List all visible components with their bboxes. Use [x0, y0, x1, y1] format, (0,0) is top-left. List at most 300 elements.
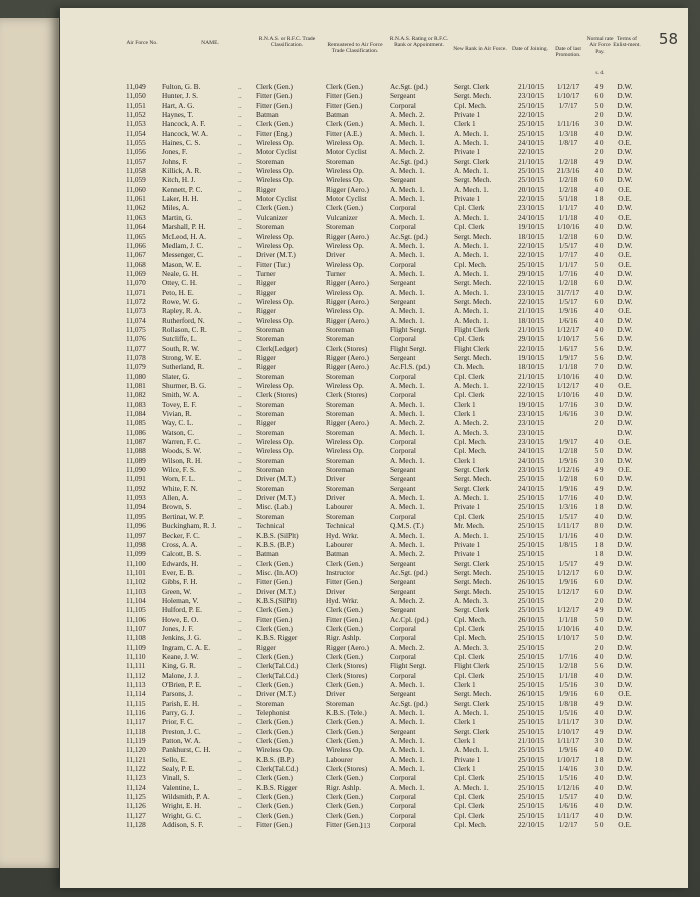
cell-terms: D.W.	[617, 91, 633, 101]
cell-name: Haynes, T.	[162, 110, 194, 120]
leader-dots: ..	[238, 296, 242, 306]
cell-new-rank: Clerk 1	[454, 764, 476, 774]
cell-pay: 4 9	[594, 726, 604, 736]
cell-pay: 5 0	[594, 820, 604, 830]
cell-rnas-trade: Storeman	[256, 334, 284, 344]
cell-date-promotion: 1/2/18	[558, 474, 578, 484]
cell-date-promotion: 1/10/17	[556, 754, 580, 764]
cell-terms: O.E.	[618, 138, 632, 148]
cell-remustered: Rigger (Aero.)	[326, 315, 369, 325]
cell-pay: 4 0	[594, 511, 604, 521]
cell-rnas-trade: Motor Cyclist	[256, 147, 297, 157]
cell-date-joining: 22/10/15	[518, 390, 544, 400]
cell-date-promotion: 1/2/18	[558, 231, 578, 241]
cell-air-force-no: 11,101	[126, 567, 146, 577]
cell-date-joining: 25/10/15	[518, 502, 544, 512]
cell-name: McLeod, H. A.	[162, 231, 206, 241]
cell-pay: 4 0	[594, 128, 604, 138]
cell-remustered: Clerk (Stores)	[326, 390, 368, 400]
cell-name: Laker, H. H.	[162, 194, 199, 204]
cell-pay: 5 0	[594, 259, 604, 269]
cell-rnas-trade: Clerk (Gen.)	[256, 605, 293, 615]
cell-air-force-no: 11,079	[126, 362, 146, 372]
cell-date-promotion: 1/11/17	[556, 810, 580, 820]
cell-rnas-trade: Clerk (Gen.)	[256, 203, 293, 213]
cell-new-rank: A. Mech. 1.	[454, 315, 489, 325]
cell-remustered: Storeman	[326, 156, 354, 166]
cell-new-rank: Cpl. Mech.	[454, 437, 487, 447]
cell-pay: 4 0	[594, 651, 604, 661]
cell-date-joining: 25/10/15	[518, 166, 544, 176]
table-row	[60, 680, 688, 689]
table-row	[60, 138, 688, 147]
cell-air-force-no: 11,053	[126, 119, 146, 129]
cell-pay: 2 0	[594, 642, 604, 652]
table-row	[60, 288, 688, 297]
cell-date-promotion: 1/9/16	[558, 689, 578, 699]
cell-rating: A. Mech. 1.	[390, 212, 425, 222]
cell-remustered: Motor Cyclist	[326, 194, 367, 204]
cell-terms: O.E.	[618, 184, 632, 194]
cell-rnas-trade: Wireless Op.	[256, 381, 294, 390]
leader-dots: ..	[238, 390, 242, 400]
cell-name: Malone, J. J.	[162, 670, 200, 680]
cell-date-joining: 19/10/15	[518, 399, 544, 409]
cell-terms: D.W.	[617, 222, 633, 232]
cell-rnas-trade: Clerk (Gen.)	[256, 801, 293, 811]
cell-name: Sealy, P. E.	[162, 764, 195, 774]
cell-air-force-no: 11,054	[126, 128, 146, 138]
leader-dots: ..	[238, 483, 242, 493]
cell-remustered: Labourer	[326, 539, 353, 549]
table-row	[60, 203, 688, 212]
cell-date-promotion: 1/5/17	[558, 511, 578, 521]
cell-date-joining: 22/10/15	[518, 296, 544, 306]
cell-pay: 1 8	[594, 754, 604, 764]
cell-name: Hancock, W. A.	[162, 128, 209, 138]
cell-new-rank: A. Mech. 3.	[454, 595, 489, 605]
cell-new-rank: Flight Clerk	[454, 324, 490, 334]
cell-rnas-trade: Rigger	[256, 642, 276, 652]
cell-date-promotion: 1/10/16	[556, 390, 580, 400]
cell-remustered: Clerk (Gen.)	[326, 801, 363, 811]
leader-dots: ..	[238, 465, 242, 475]
cell-new-rank: Cpl. Clerk	[454, 390, 485, 400]
cell-pay: 5 0	[594, 100, 604, 110]
cell-date-joining: 23/10/15	[518, 427, 544, 437]
cell-date-promotion: 1/1/18	[558, 614, 578, 624]
cell-rating: Corporal	[390, 651, 416, 661]
cell-remustered: Clerk (Gen.)	[326, 773, 363, 783]
cell-rating: Corporal	[390, 511, 416, 521]
cell-pay: 6 0	[594, 296, 604, 306]
cell-remustered: Driver	[326, 474, 346, 484]
cell-remustered: Storeman	[326, 371, 354, 381]
cell-rating: A. Mech. 1.	[390, 455, 425, 465]
cell-date-joining: 25/10/15	[518, 567, 544, 577]
cell-remustered: Clerk (Gen.)	[326, 623, 363, 633]
cell-pay: 5 0	[594, 614, 604, 624]
cell-date-promotion: 1/10/17	[556, 334, 580, 344]
cell-date-joining: 22/10/15	[518, 194, 544, 204]
cell-pay: 4 0	[594, 670, 604, 680]
cell-rating: Corporal	[390, 810, 416, 820]
cell-remustered: Wireless Op.	[326, 287, 364, 297]
cell-date-joining: 26/10/15	[518, 614, 544, 624]
cell-remustered: Wireless Op.	[326, 437, 364, 447]
cell-rating: A. Mech. 1.	[390, 250, 425, 260]
table-row	[60, 699, 688, 708]
cell-terms: D.W.	[617, 110, 633, 120]
leader-dots: ..	[238, 287, 242, 297]
cell-rnas-trade: Misc. (Lab.)	[256, 502, 293, 512]
table-row	[60, 531, 688, 540]
cell-new-rank: Cpl. Clerk	[454, 334, 485, 344]
cell-date-promotion: 1/7/16	[558, 651, 578, 661]
cell-air-force-no: 11,104	[126, 595, 146, 605]
cell-pay: 1 8	[594, 502, 604, 512]
cell-terms: D.W.	[617, 278, 633, 288]
cell-air-force-no: 11,050	[126, 91, 146, 101]
cell-date-promotion: 1/3/18	[558, 128, 578, 138]
cell-date-joining: 23/10/15	[518, 409, 544, 419]
cell-date-joining: 22/10/15	[518, 343, 544, 353]
table-row	[60, 390, 688, 399]
cell-new-rank: A. Mech. 2.	[454, 418, 489, 428]
cell-remustered: Rigger (Aero.)	[326, 362, 369, 372]
cell-terms: D.W.	[617, 399, 633, 409]
table-row	[60, 213, 688, 222]
cell-air-force-no: 11,122	[126, 764, 146, 774]
cell-pay: 5 0	[594, 633, 604, 643]
cell-pay: 4 0	[594, 810, 604, 820]
cell-remustered: Rigger (Aero.)	[326, 278, 369, 288]
cell-remustered: Clerk (Stores)	[326, 661, 368, 671]
cell-remustered: Clerk (Stores)	[326, 343, 368, 353]
cell-date-promotion: 1/1/18	[558, 212, 578, 222]
cell-pay: 4 0	[594, 212, 604, 222]
cell-new-rank: Cpl. Mech.	[454, 259, 487, 269]
cell-pay: 6 0	[594, 231, 604, 241]
cell-terms: O.E.	[618, 465, 632, 475]
cell-terms: D.W.	[617, 567, 633, 577]
cell-name: Medlam, J. C.	[162, 240, 204, 250]
cell-name: Smith, W. A.	[162, 390, 200, 400]
table-row	[60, 456, 688, 465]
cell-name: Rowe, W. G.	[162, 296, 200, 306]
leader-dots: ..	[238, 278, 242, 288]
leader-dots: ..	[238, 577, 242, 587]
table-row	[60, 316, 688, 325]
table-row	[60, 250, 688, 259]
cell-new-rank: Cpl. Clerk	[454, 371, 485, 381]
table-row	[60, 260, 688, 269]
cell-pay: 4 0	[594, 782, 604, 792]
cell-remustered: Clerk (Gen.)	[326, 736, 363, 746]
cell-rnas-trade: Storeman	[256, 465, 284, 475]
cell-name: Slater, G.	[162, 371, 190, 381]
cell-name: Hancock, A. F.	[162, 119, 206, 129]
cell-name: Gibbs, F. H.	[162, 577, 198, 587]
leader-dots: ..	[238, 381, 242, 390]
cell-name: Hulford, P. E.	[162, 605, 202, 615]
cell-air-force-no: 11,070	[126, 278, 146, 288]
cell-rating: A. Mech. 1.	[390, 708, 425, 718]
cell-date-joining: 22/10/15	[518, 110, 544, 120]
cell-rnas-trade: Wireless Op.	[256, 446, 294, 456]
cell-date-joining: 25/10/15	[518, 474, 544, 484]
cell-terms: D.W.	[617, 754, 633, 764]
cell-pay: 3 0	[594, 764, 604, 774]
cell-date-promotion: 1/9/17	[558, 437, 578, 447]
cell-terms: D.W.	[617, 455, 633, 465]
cell-rnas-trade: Wireless Op.	[256, 166, 294, 176]
cell-pay: 4 0	[594, 801, 604, 811]
cell-date-promotion: 1/5/17	[558, 792, 578, 802]
cell-rating: Corporal	[390, 792, 416, 802]
cell-air-force-no: 11,083	[126, 399, 146, 409]
cell-date-promotion: 1/10/17	[556, 726, 580, 736]
cell-rnas-trade: K.B.S.(SilPlt)	[256, 595, 297, 605]
cell-air-force-no: 11,049	[126, 82, 146, 91]
cell-remustered: Wireless Op.	[326, 175, 364, 185]
cell-air-force-no: 11,103	[126, 586, 146, 596]
cell-rnas-trade: Rigger	[256, 418, 276, 428]
cell-rnas-trade: Rigger	[256, 362, 276, 372]
cell-air-force-no: 11,057	[126, 156, 146, 166]
table-row	[60, 306, 688, 315]
cell-name: O'Brien, P. E.	[162, 680, 202, 689]
cell-date-promotion: 1/12/17	[556, 586, 580, 596]
cell-date-promotion: 1/10/16	[556, 371, 580, 381]
cell-new-rank: Ch. Mech.	[454, 362, 485, 372]
cell-rnas-trade: Clerk (Gen.)	[256, 773, 293, 783]
cell-new-rank: Sergt. Mech.	[454, 278, 492, 288]
cell-air-force-no: 11,069	[126, 268, 146, 278]
leader-dots: ..	[238, 184, 242, 194]
cell-new-rank: Sergt. Mech.	[454, 567, 492, 577]
cell-date-joining: 25/10/15	[518, 511, 544, 521]
leader-dots: ..	[238, 334, 242, 344]
leader-dots: ..	[238, 521, 242, 531]
cell-date-promotion: 1/9/16	[558, 745, 578, 755]
cell-date-promotion: 1/7/16	[558, 399, 578, 409]
cell-rating: Corporal	[390, 670, 416, 680]
leader-dots: ..	[238, 558, 242, 568]
cell-rnas-trade: Fitter (Gen.)	[256, 91, 293, 101]
leader-dots: ..	[238, 240, 242, 250]
cell-name: Jenkins, J. G.	[162, 633, 202, 643]
cell-date-joining: 19/10/15	[518, 352, 544, 362]
cell-air-force-no: 11,062	[126, 203, 146, 213]
table-row	[60, 587, 688, 596]
cell-pay: 3 0	[594, 717, 604, 727]
cell-rating: A. Mech. 2.	[390, 549, 425, 559]
cell-terms: D.W.	[617, 698, 633, 708]
cell-rating: A. Mech. 1.	[390, 409, 425, 419]
cell-terms: O.E.	[618, 194, 632, 204]
cell-date-joining: 29/10/15	[518, 334, 544, 344]
cell-new-rank: Clerk 1	[454, 119, 476, 129]
cell-terms: O.E.	[618, 250, 632, 260]
cell-air-force-no: 11,110	[126, 651, 146, 661]
cell-rnas-trade: Storeman	[256, 483, 284, 493]
cell-air-force-no: 11,065	[126, 231, 146, 241]
cell-terms: D.W.	[617, 296, 633, 306]
cell-terms: D.W.	[617, 156, 633, 166]
cell-air-force-no: 11,105	[126, 605, 146, 615]
cell-pay: 3 0	[594, 399, 604, 409]
cell-remustered: Storeman	[326, 334, 354, 344]
cell-rnas-trade: Wireless Op.	[256, 437, 294, 447]
cell-date-joining: 23/10/15	[518, 418, 544, 428]
cell-pay: 4 0	[594, 530, 604, 540]
cell-name: Rapley, R. A.	[162, 306, 202, 316]
cell-date-joining: 25/10/15	[518, 633, 544, 643]
cell-rnas-trade: Clerk (Gen.)	[256, 717, 293, 727]
cell-air-force-no: 11,090	[126, 465, 146, 475]
cell-rating: Corporal	[390, 259, 416, 269]
cell-rnas-trade: Fitter (Eng.)	[256, 128, 293, 138]
cell-rnas-trade: Wireless Op.	[256, 240, 294, 250]
cell-terms: D.W.	[617, 642, 633, 652]
cell-remustered: Fitter (Gen.)	[326, 614, 363, 624]
table-row	[60, 661, 688, 670]
cell-date-joining: 25/10/15	[518, 745, 544, 755]
cell-rating: Corporal	[390, 633, 416, 643]
cell-remustered: Storeman	[326, 399, 354, 409]
table-row	[60, 157, 688, 166]
cell-rnas-trade: K.B.S. Rigger	[256, 782, 298, 792]
cell-rating: A. Mech. 1.	[390, 184, 425, 194]
table-row	[60, 362, 688, 371]
cell-new-rank: Sergt. Clerk	[454, 82, 490, 91]
cell-remustered: Technical	[326, 521, 355, 531]
cell-terms: D.W.	[617, 483, 633, 493]
cell-rating: Sergeant	[390, 689, 416, 699]
cell-air-force-no: 11,059	[126, 175, 146, 185]
cell-pay: 4 0	[594, 390, 604, 400]
cell-rating: A. Mech. 2.	[390, 147, 425, 157]
cell-air-force-no: 11,092	[126, 483, 146, 493]
cell-terms: D.W.	[617, 595, 633, 605]
cell-terms: D.W.	[617, 474, 633, 484]
cell-rating: Corporal	[390, 437, 416, 447]
cell-pay: 4 0	[594, 708, 604, 718]
table-row	[60, 147, 688, 156]
leader-dots: ..	[238, 222, 242, 232]
cell-name: Ingram, C. A. E.	[162, 642, 211, 652]
leader-dots: ..	[238, 754, 242, 764]
cell-terms: D.W.	[617, 558, 633, 568]
cell-terms: D.W.	[617, 493, 633, 503]
cell-air-force-no: 11,121	[126, 754, 146, 764]
cell-air-force-no: 11,078	[126, 352, 146, 362]
cell-terms: D.W.	[617, 371, 633, 381]
table-row	[60, 437, 688, 446]
leader-dots: ..	[238, 689, 242, 699]
leader-dots: ..	[238, 455, 242, 465]
cell-remustered: Clerk (Gen.)	[326, 203, 363, 213]
cell-air-force-no: 11,112	[126, 670, 146, 680]
cell-date-joining: 26/10/15	[518, 689, 544, 699]
cell-rating: Sergeant	[390, 586, 416, 596]
table-row	[60, 372, 688, 381]
cell-date-joining: 24/10/15	[518, 455, 544, 465]
cell-name: Patton, W. A.	[162, 736, 201, 746]
cell-rating: A. Mech. 1.	[390, 399, 425, 409]
leader-dots: ..	[238, 371, 242, 381]
leader-dots: ..	[238, 642, 242, 652]
cell-new-rank: Clerk 1	[454, 736, 476, 746]
cell-name: Strong, W. E.	[162, 352, 202, 362]
cell-rnas-trade: Clerk (Gen.)	[256, 651, 293, 661]
page-number: 58	[658, 30, 678, 48]
cell-pay: 4 0	[594, 138, 604, 148]
cell-terms: D.W.	[617, 661, 633, 671]
cell-name: Watson, C.	[162, 427, 195, 437]
cell-date-promotion: 1/2/17	[558, 820, 578, 830]
cell-name: Woods, S. W.	[162, 446, 202, 456]
cell-new-rank: Cpl. Clerk	[454, 810, 485, 820]
cell-date-promotion: 1/5/16	[558, 773, 578, 783]
cell-date-joining: 25/10/15	[518, 764, 544, 774]
cell-remustered: K.B.S. (Tele.)	[326, 708, 367, 718]
table-header	[60, 34, 688, 78]
cell-pay: 2 0	[594, 418, 604, 428]
cell-rnas-trade: Rigger	[256, 352, 276, 362]
leader-dots: ..	[238, 446, 242, 456]
cell-remustered: Driver	[326, 493, 346, 503]
cell-remustered: Clerk (Gen.)	[326, 680, 363, 689]
table-row	[60, 633, 688, 642]
cell-name: Wildsmith, P. A.	[162, 792, 210, 802]
cell-date-joining: 25/10/15	[518, 521, 544, 531]
cell-terms: D.W.	[617, 577, 633, 587]
cell-rnas-trade: Rigger	[256, 287, 276, 297]
cell-remustered: Clerk (Gen.)	[326, 717, 363, 727]
table-row	[60, 269, 688, 278]
cell-terms: D.W.	[617, 792, 633, 802]
cell-new-rank: A. Mech. 1.	[454, 493, 489, 503]
cell-pay: 5 6	[594, 334, 604, 344]
table-row	[60, 166, 688, 175]
cell-date-joining: 25/10/15	[518, 642, 544, 652]
cell-name: Allen, A.	[162, 493, 189, 503]
cell-name: Parry, G. J.	[162, 708, 195, 718]
cell-date-promotion: 1/12/17	[556, 82, 580, 91]
cell-pay: 4 0	[594, 381, 604, 390]
cell-rating: A. Mech. 2.	[390, 595, 425, 605]
cell-date-promotion: 31/7/17	[556, 287, 580, 297]
leader-dots: ..	[238, 801, 242, 811]
cell-rating: Sergeant	[390, 605, 416, 615]
header-pay: Normal rate Air Force Pay.	[586, 36, 614, 55]
cell-rating: A. Mech. 1.	[390, 717, 425, 727]
leader-dots: ..	[238, 717, 242, 727]
cell-rating: Sergeant	[390, 91, 416, 101]
cell-rating: Corporal	[390, 801, 416, 811]
table-row	[60, 643, 688, 652]
cell-air-force-no: 11,061	[126, 194, 146, 204]
cell-new-rank: Cpl. Mech.	[454, 820, 487, 830]
cell-date-promotion: 1/1/17	[558, 259, 578, 269]
cell-pay: 4 0	[594, 315, 604, 325]
cell-remustered: Wireless Op.	[326, 166, 364, 176]
cell-name: Green, W.	[162, 586, 192, 596]
leader-dots: ..	[238, 175, 242, 185]
cell-name: Rollason, C. R.	[162, 324, 207, 334]
